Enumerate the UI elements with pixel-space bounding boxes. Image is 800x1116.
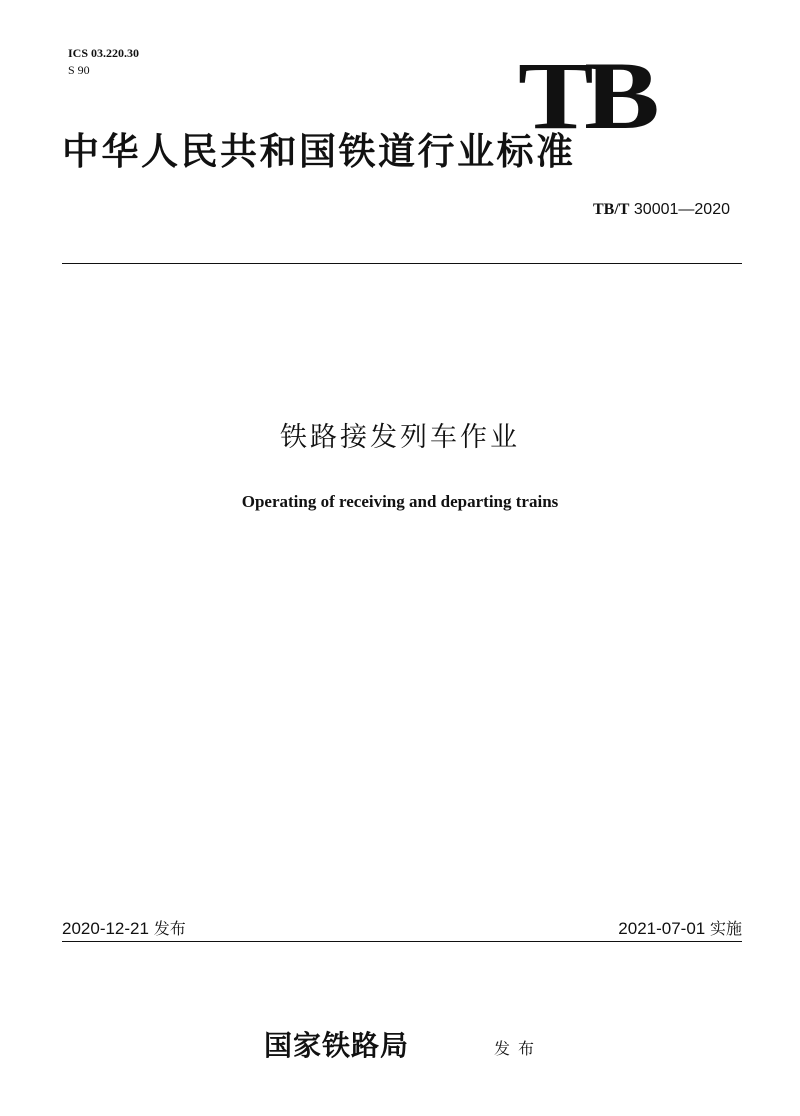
ics-code: ICS 03.220.30 bbox=[68, 46, 140, 60]
bottom-divider bbox=[62, 941, 742, 942]
publisher-name: 国家铁路局 bbox=[264, 1029, 410, 1062]
top-divider bbox=[62, 263, 742, 264]
issue-date-block bbox=[62, 918, 186, 940]
implementation-label: 实施 bbox=[709, 919, 742, 938]
ccs-code: S 90 bbox=[68, 63, 90, 77]
standard-number bbox=[593, 200, 730, 220]
standard-number-prefix: TB/T bbox=[592, 201, 630, 218]
standard-category-title: 中华人民共和国铁道行业标准 bbox=[62, 129, 576, 173]
tb-logo: TB bbox=[518, 42, 651, 149]
implementation-date: 2021-07-01 bbox=[618, 919, 706, 938]
document-title-zh: 铁路接发列车作业 bbox=[280, 422, 520, 453]
standard-number-value: 30001—2020 bbox=[633, 201, 730, 218]
publish-label: 发布 bbox=[494, 1039, 543, 1058]
implementation-date-block bbox=[618, 918, 742, 940]
issue-date: 2020-12-21 bbox=[62, 919, 149, 938]
issue-label: 发布 bbox=[153, 919, 186, 938]
document-title-en: Operating of receiving and departing trains bbox=[241, 492, 559, 511]
